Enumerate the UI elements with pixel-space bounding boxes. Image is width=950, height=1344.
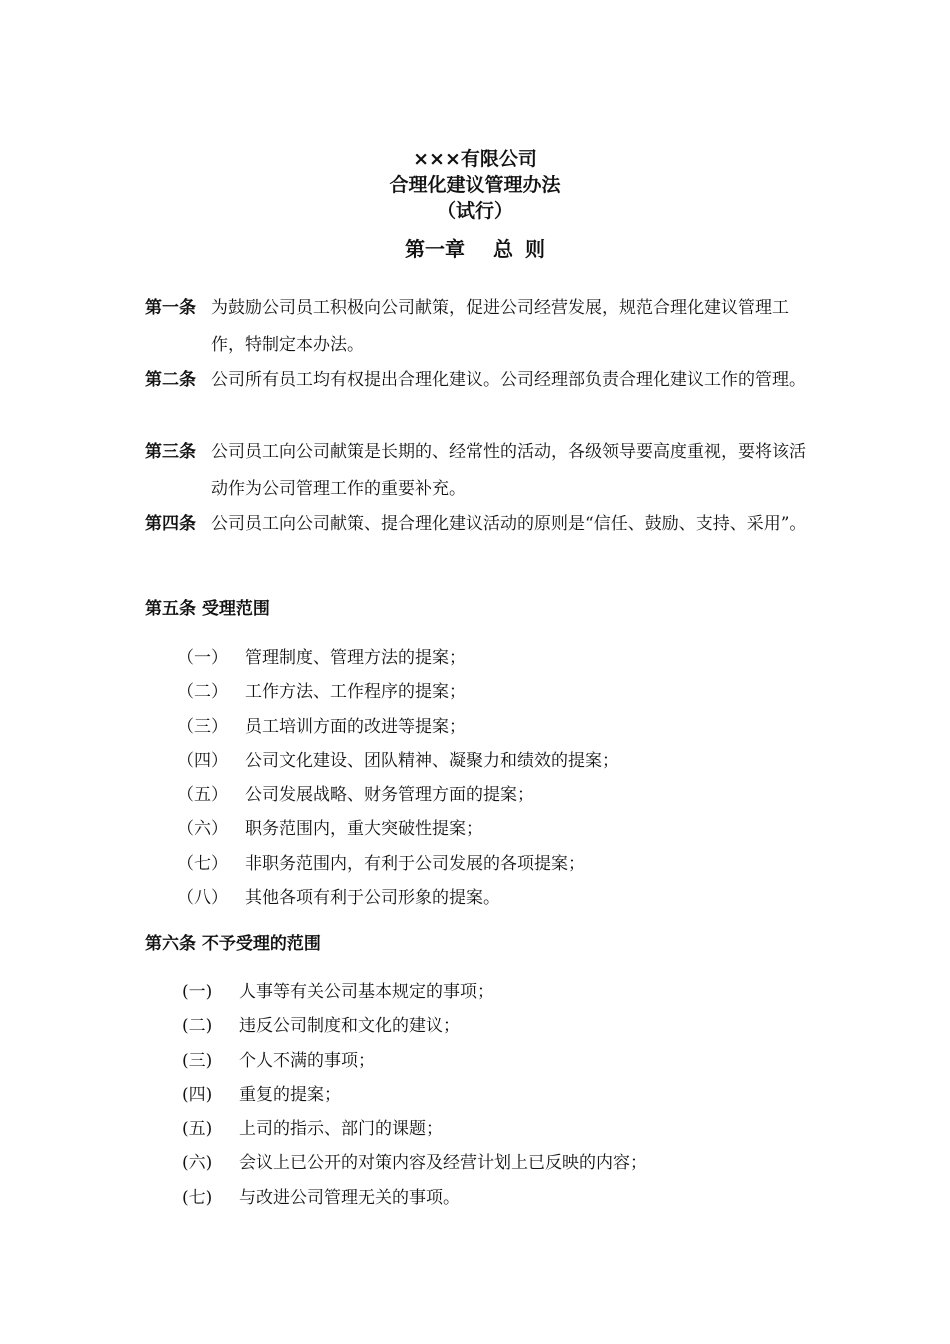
item-text: 职务范围内，重大突破性提案； — [245, 819, 483, 840]
item-text: 重复的提案； — [239, 1084, 341, 1105]
item-text: 管理制度、管理方法的提案； — [245, 648, 466, 668]
item-text: 公司文化建设、团队精神、凝聚力和绩效的提案； — [245, 750, 619, 771]
item-number: (三) — [182, 1050, 213, 1071]
item-number: （一） — [177, 648, 228, 668]
item-number: (二) — [182, 1016, 213, 1037]
article-text: 公司员工向公司献策是长期的、经常性的活动，各级领导要高度重视，要将该活动作为公司管理工作的重要补充。 — [211, 442, 806, 499]
article-text: 公司所有员工均有权提出合理化建议。公司经理部负责合理化建议工作的管理。 — [211, 370, 806, 390]
document-subtitle: （试行） — [436, 200, 513, 222]
item-text: 员工培训方面的改进等提案； — [245, 716, 466, 737]
item-text: 个人不满的事项； — [239, 1050, 375, 1071]
item-text: 人事等有关公司基本规定的事项； — [239, 982, 494, 1002]
item-text: 公司发展战略、财务管理方面的提案； — [245, 785, 534, 806]
item-number: (七) — [182, 1187, 213, 1208]
item-number: (一) — [182, 982, 213, 1002]
document-title: 合理化建议管理办法 — [389, 174, 561, 196]
scope-heading: 第五条 受理范围 — [145, 599, 270, 619]
item-number: （五） — [177, 785, 228, 806]
item-text: 与改进公司管理无关的事项。 — [239, 1187, 460, 1208]
item-number: （二） — [177, 682, 228, 703]
chapter-heading — [0, 234, 950, 264]
article-label: 第一条 — [145, 298, 196, 318]
item-text: 上司的指示、部门的课题； — [239, 1119, 443, 1140]
item-number: （四） — [177, 750, 228, 771]
item-number: （六） — [177, 819, 228, 840]
item-number: (六) — [182, 1153, 213, 1174]
item-text: 违反公司制度和文化的建议； — [239, 1016, 460, 1037]
excluded-heading: 第六条 不予受理的范围 — [145, 934, 321, 954]
item-number: （七） — [177, 853, 228, 874]
article-1 — [145, 290, 810, 364]
chapter-title-part-2: 则 — [525, 237, 545, 261]
article-label: 第四条 — [145, 514, 196, 534]
article-label: 第三条 — [145, 442, 196, 462]
item-text: 非职务范围内，有利于公司发展的各项提案； — [245, 853, 585, 874]
item-text: 会议上已公开的对策内容及经营计划上已反映的内容； — [239, 1153, 647, 1174]
article-3 — [145, 434, 810, 508]
item-number: (四) — [182, 1084, 213, 1105]
company-name: ×××有限公司 — [413, 148, 537, 170]
item-number: (五) — [182, 1119, 213, 1140]
item-number: （八） — [177, 888, 228, 909]
article-2 — [145, 362, 810, 399]
article-text: 公司员工向公司献策、提合理化建议活动的原则是“信任、鼓励、支持、采用”。 — [211, 514, 807, 534]
article-text: 为鼓励公司员工积极向公司献策，促进公司经营发展，规范合理化建议管理工作，特制定本办法。 — [211, 298, 789, 355]
chapter-title-part-1: 总 — [493, 237, 513, 261]
article-4 — [145, 506, 810, 543]
item-number: （三） — [177, 716, 228, 737]
article-label: 第二条 — [145, 370, 196, 390]
item-text: 工作方法、工作程序的提案； — [245, 682, 466, 703]
item-text: 其他各项有利于公司形象的提案。 — [245, 888, 500, 909]
chapter-number: 第一章 — [405, 237, 465, 261]
